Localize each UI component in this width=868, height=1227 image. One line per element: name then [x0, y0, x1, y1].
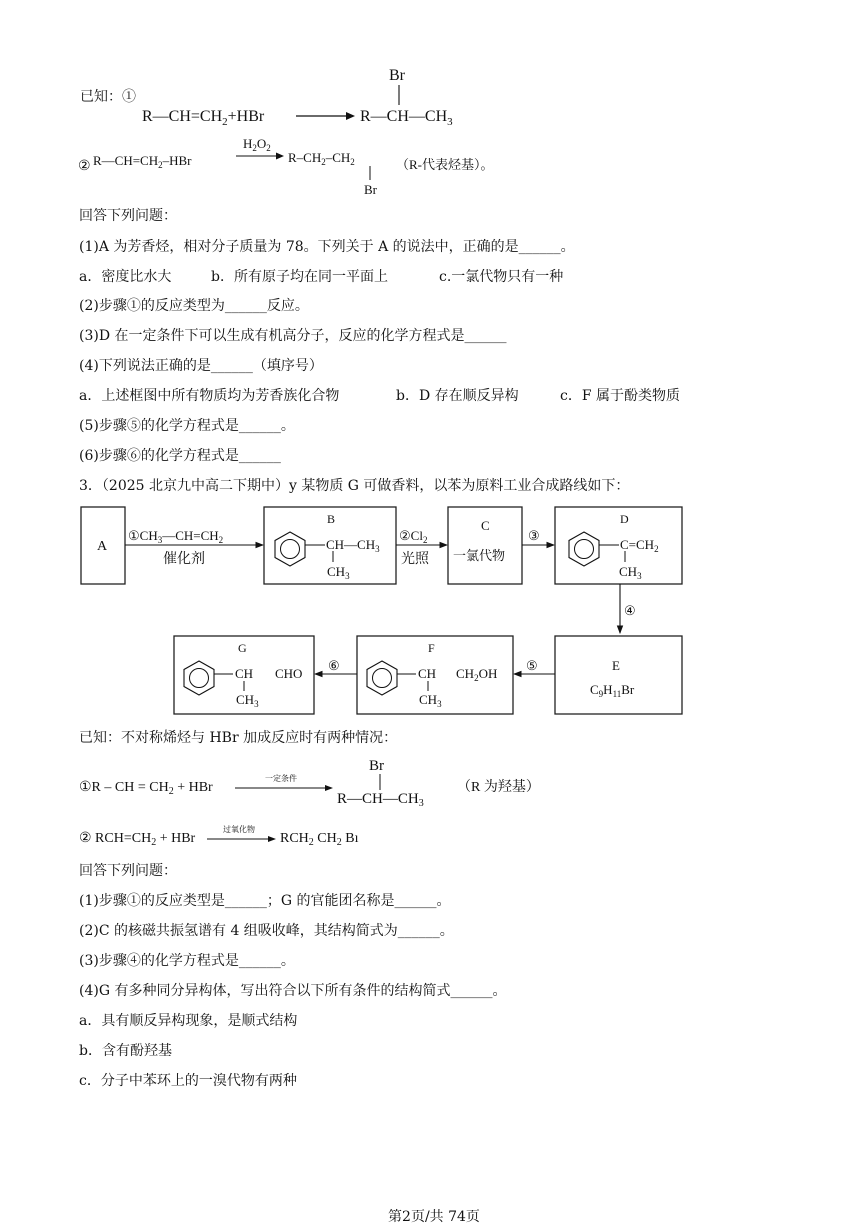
- known3-intro: 已知：不对称烯烃与 HBr 加成反应时有两种情况：: [79, 730, 398, 746]
- p3-question-2: (2)C 的核磁共振氢谱有 4 组吸收峰，其结构简式为______。: [79, 923, 454, 939]
- question-4: (4)下列说法正确的是______（填序号）: [79, 358, 323, 374]
- p3-condition-c: c．分子中苯环上的一溴代物有两种: [79, 1073, 297, 1089]
- question-5: (5)步骤⑤的化学方程式是______。: [79, 418, 295, 434]
- question-6: (6)步骤⑥的化学方程式是______: [79, 448, 281, 464]
- label-e: E: [612, 658, 620, 673]
- label-g: G: [238, 641, 247, 655]
- known3-reaction-1: [0, 752, 868, 812]
- known2-reactant: $R—CH=CH_2$–HBr: [93, 153, 192, 170]
- b-chain: $CH—CH_3$: [326, 537, 380, 554]
- arrow-head: [276, 153, 284, 160]
- f-tail: $CH_2OH$: [456, 666, 498, 683]
- g-ch: CH: [235, 666, 254, 681]
- known3-r1-note: （R 为羟基）: [457, 780, 540, 795]
- questions-intro: 回答下列问题：: [79, 208, 177, 224]
- d-chain: $C=CH_2$: [620, 537, 659, 554]
- known3-r1-br: Br: [369, 758, 384, 774]
- d-methyl: $CH_3$: [619, 564, 642, 581]
- g-methyl: $CH_3$: [236, 692, 259, 709]
- known3-r2-reactant: ② $RCH=CH_2$ + HBr: [79, 831, 196, 848]
- known3-r1-condition: 一定条件: [265, 774, 297, 783]
- c-description: 一氯代物: [453, 548, 506, 563]
- known-reaction-1: [0, 60, 868, 130]
- question-1-option-c: c.一氯代物只有一种: [439, 269, 564, 285]
- benzene-ring-icon: [569, 532, 599, 566]
- known2-condition: $H_2O_2$: [243, 136, 271, 153]
- question-4-option-a: a．上述框图中所有物质均为芳香族化合物: [79, 388, 340, 404]
- question-2: (2)步骤①的反应类型为______反应。: [79, 298, 309, 314]
- known2-product-br: Br: [364, 182, 377, 197]
- step-2-reagent: $②Cl_2$: [399, 528, 428, 545]
- label-f: F: [428, 641, 435, 655]
- known1-product-br: Br: [389, 67, 405, 84]
- known3-r2-product: $RCH_2$ $CH_2$ Bı: [280, 831, 359, 848]
- box-e: [555, 636, 682, 714]
- known3-reaction-2: [0, 820, 868, 850]
- p3-question-3: (3)步骤④的化学方程式是______。: [79, 953, 295, 969]
- p3-question-4: (4)G 有多种同分异构体，写出符合以下所有条件的结构简式______。: [79, 983, 507, 999]
- known2-product: $R-CH_2-CH_2$: [288, 150, 355, 167]
- label-d: D: [620, 512, 629, 526]
- benzene-ring-icon: [367, 661, 397, 695]
- known1-label: 已知：①: [80, 90, 136, 105]
- arrow-head: [325, 785, 333, 791]
- questions3-intro: 回答下列问题：: [79, 863, 177, 879]
- known3-r2-condition: 过氧化物: [223, 825, 255, 834]
- known2-label: ②: [78, 159, 91, 174]
- p3-condition-b: b．含有酚羟基: [79, 1043, 172, 1059]
- p3-question-1: (1)步骤①的反应类型是______；G 的官能团名称是______。: [79, 893, 451, 909]
- step-1-reagent: $①CH_3—CH=CH_2$: [128, 528, 224, 545]
- question-4-option-b: b．D 存在顺反异构: [396, 388, 519, 404]
- question-1: (1)A 为芳香烃，相对分子质量为 78。下列关于 A 的说法中，正确的是______。: [79, 239, 575, 255]
- problem-3-header: 3．（2025 北京九中高二下期中）y 某物质 G 可做香料，以苯为原料工业合成路线如下：: [79, 478, 630, 494]
- arrow-head: [268, 836, 276, 842]
- step-6-label: ⑥: [328, 658, 340, 673]
- known-reaction-2: [0, 132, 868, 202]
- arrow-head: [346, 112, 355, 120]
- f-ch: CH: [418, 666, 437, 681]
- g-tail: CHO: [275, 666, 303, 681]
- b-methyl: $CH_3$: [327, 564, 350, 581]
- p3-condition-a: a．具有顺反异构现象，是顺式结构: [79, 1013, 298, 1029]
- known1-product: $R—CH—CH_3$: [360, 108, 453, 128]
- known2-note: （R-代表烃基）。: [396, 157, 494, 172]
- label-a: A: [97, 539, 108, 554]
- benzene-ring-icon: [184, 661, 214, 695]
- step-5-label: ⑤: [526, 658, 538, 673]
- step-1-condition: 催化剂: [163, 552, 205, 567]
- known1-reactant: $R—CH=CH_2+HBr$: [142, 108, 265, 128]
- e-formula: $C_9H_{11}Br$: [590, 682, 635, 699]
- question-1-option-b: b．所有原子均在同一平面上: [211, 269, 388, 285]
- synthesis-flow-diagram: [0, 500, 868, 720]
- benzene-ring-icon: [275, 532, 305, 566]
- question-4-option-c: c．F 属于酚类物质: [560, 388, 681, 404]
- known3-r1-product: $R—CH—CH_3$: [337, 791, 424, 809]
- step-2-condition: 光照: [401, 552, 429, 567]
- step-3-label: ③: [528, 528, 540, 543]
- known3-r1-reactant: ①R – CH = $CH_2$ + HBr: [79, 780, 213, 797]
- step-4-label: ④: [624, 603, 636, 618]
- page-footer: 第2页/共 74页: [388, 1209, 480, 1225]
- question-1-option-a: a．密度比水大: [79, 269, 172, 285]
- question-3: (3)D 在一定条件下可以生成有机高分子，反应的化学方程式是______: [79, 328, 507, 344]
- label-b: B: [327, 512, 336, 526]
- f-methyl: $CH_3$: [419, 692, 442, 709]
- label-c: C: [481, 518, 490, 533]
